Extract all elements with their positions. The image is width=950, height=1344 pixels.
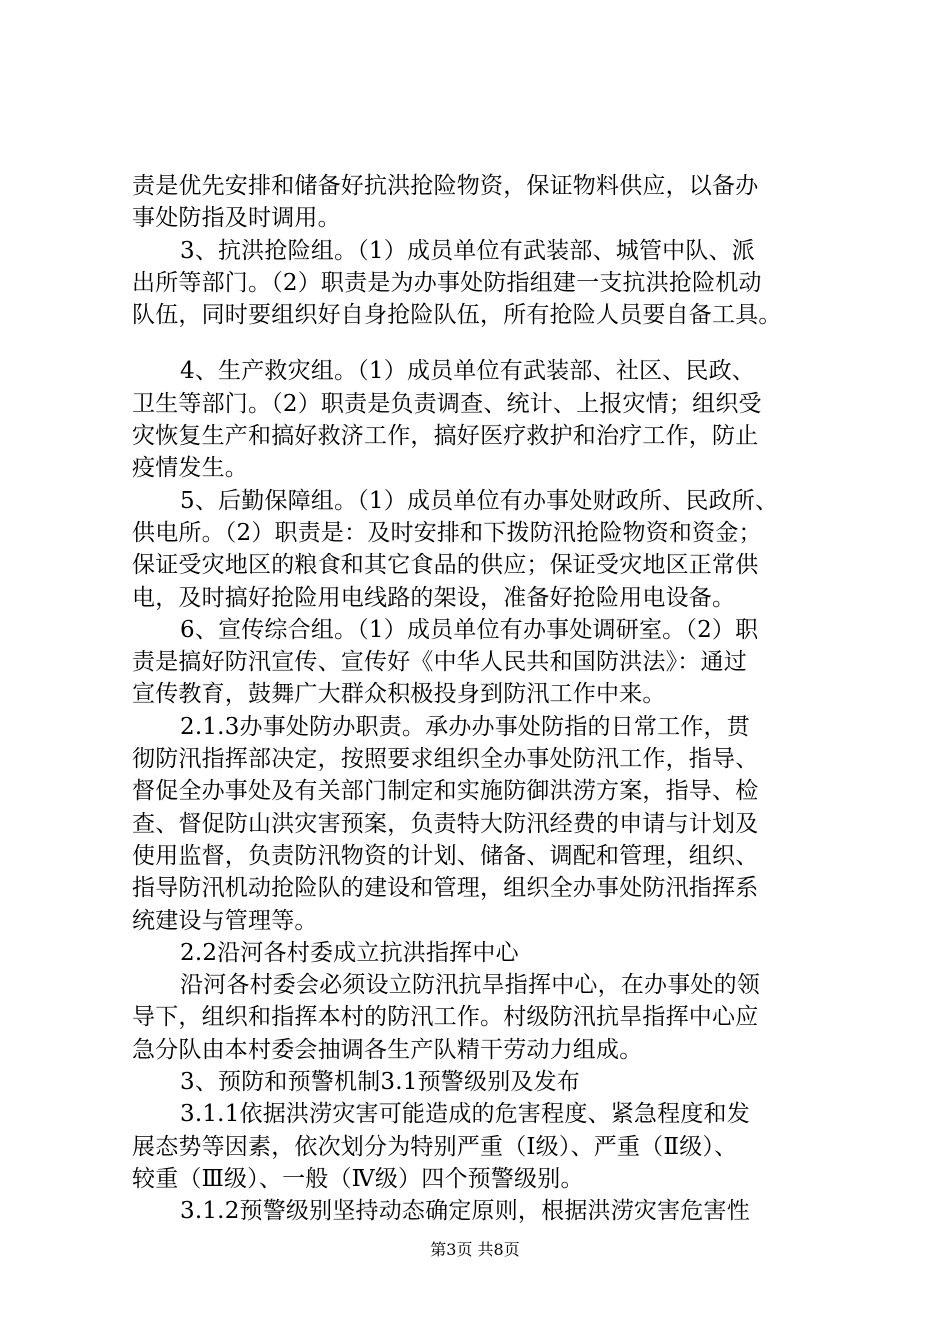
text-line: 队伍，同时要组织好自身抢险队伍，所有抢险人员要自备工具。 (132, 302, 782, 329)
text-line: 彻防汛指挥部决定，按照要求组织全办事处防汛工作，指导、 (132, 746, 759, 773)
text-line: 展态势等因素，依次划分为特别严重（Ⅰ级）、严重（Ⅱ级）、 (132, 1133, 738, 1160)
text-line: 统建设与管理等。 (132, 907, 318, 934)
text-line: 宣传教育，鼓舞广大群众积极投身到防汛工作中来。 (132, 681, 666, 708)
section-heading: 3、预防和预警机制3.1预警级别及发布 (180, 1069, 581, 1096)
text-line: 急分队由本村委会抽调各生产队精干劳动力组成。 (132, 1036, 643, 1063)
text-line: 责是搞好防汛宣传、宣传好《中华人民共和国防洪法》：通过 (132, 649, 747, 676)
section-heading: 2.2沿河各村委成立抗洪指挥中心 (180, 939, 519, 966)
text-line: 3.1.2预警级别坚持动态确定原则，根据洪涝灾害危害性 (180, 1198, 750, 1225)
text-line: 较重（Ⅲ级）、一般（Ⅳ级）四个预警级别。 (132, 1165, 584, 1192)
text-line: 6、宣传综合组。（1）成员单位有办事处调研室。（2）职 (180, 616, 759, 643)
text-line: 出所等部门。（2）职责是为办事处防指组建一支抗洪抢险机动 (132, 269, 762, 296)
text-line: 导下，组织和指挥本村的防汛工作。村级防汛抗旱指挥中心应 (132, 1004, 759, 1031)
text-line: 指导防汛机动抢险队的建设和管理，组织全办事处防汛指挥系 (132, 875, 759, 902)
text-line: 2.1.3办事处防办职责。承办办事处防指的日常工作，贯 (180, 713, 750, 740)
text-line: 使用监督，负责防汛物资的计划、储备、调配和管理，组织、 (132, 842, 759, 869)
text-line: 4、生产救灾组。（1）成员单位有武装部、社区、民政、 (180, 358, 755, 385)
text-line: 3、抗洪抢险组。（1）成员单位有武装部、城管中队、派 (180, 237, 755, 264)
text-line: 灾恢复生产和搞好救济工作，搞好医疗救护和治疗工作，防止 (132, 423, 759, 450)
page-footer: 第3页 共8页 (430, 1240, 520, 1259)
text-line: 疫情发生。 (132, 455, 248, 482)
text-line: 卫生等部门。（2）职责是负责调查、统计、上报灾情；组织受 (132, 390, 762, 417)
text-line: 5、后勤保障组。（1）成员单位有办事处财政所、民政所、 (180, 487, 779, 514)
text-line: 查、督促防山洪灾害预案，负责特大防汛经费的申请与计划及 (132, 810, 759, 837)
paragraph-gap (132, 331, 832, 355)
text-line: 责是优先安排和储备好抗洪抢险物资，保证物料供应，以备办 (132, 173, 759, 199)
text-line: 3.1.1依据洪涝灾害可能造成的危害程度、紧急程度和发 (180, 1101, 750, 1128)
text-line: 供电所。（2）职责是：及时安排和下拨防汛抢险物资和资金； (132, 519, 762, 546)
text-line: 事处防指及时调用。 (132, 205, 341, 232)
text-line: 督促全办事处及有关部门制定和实施防御洪涝方案，指导、检 (132, 778, 759, 805)
text-line: 电，及时搞好抢险用电线路的架设，准备好抢险用电设备。 (132, 584, 736, 611)
document-body (132, 170, 832, 1228)
text-line: 沿河各村委会必须设立防汛抗旱指挥中心，在办事处的领 (180, 972, 760, 999)
text-line: 保证受灾地区的粮食和其它食品的供应；保证受灾地区正常供 (132, 552, 759, 579)
